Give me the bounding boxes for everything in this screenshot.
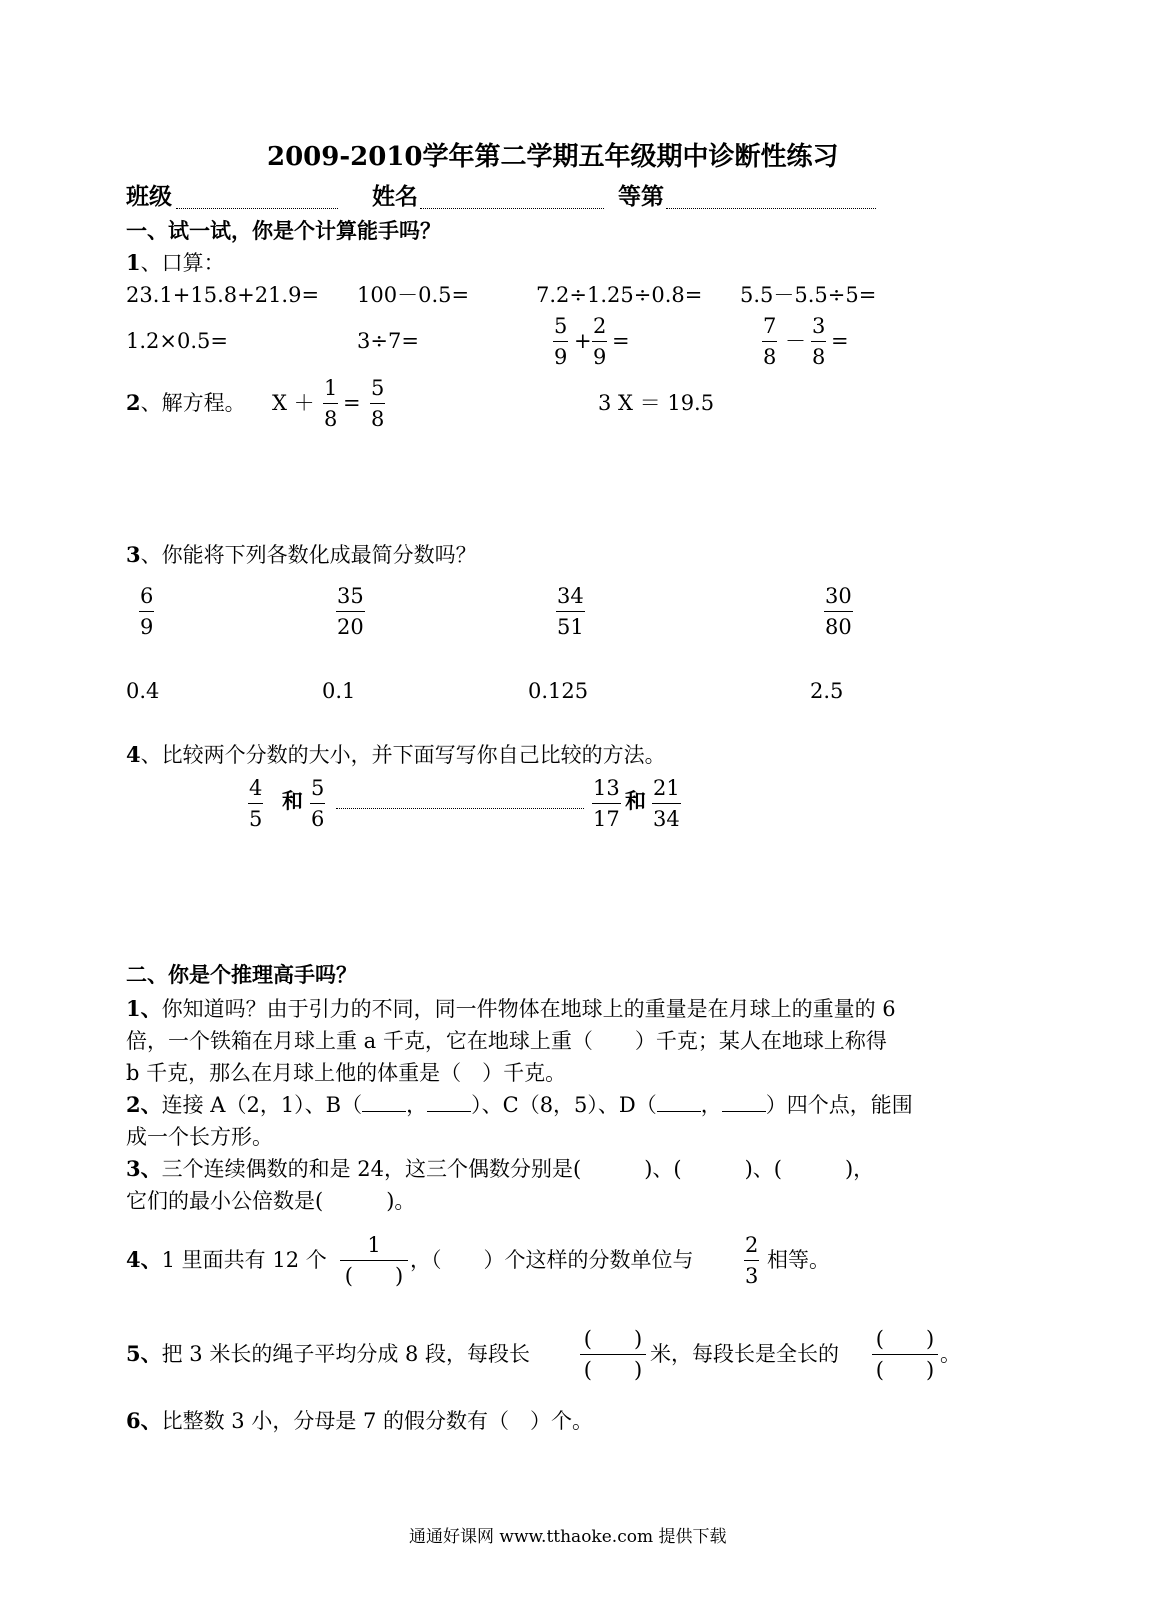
q3-label: 3、你能将下列各数化成最简分数吗？ xyxy=(126,542,477,567)
q1-item: 7.2÷1.25÷0.8= xyxy=(536,283,703,307)
p1-line3: b 千克，那么在月球上他的体重是（ ）千克。 xyxy=(126,1061,567,1085)
equals: = xyxy=(343,391,361,415)
equation-part: X ＋ xyxy=(272,391,315,415)
section2-heading: 二、你是个推理高手吗？ xyxy=(126,962,357,987)
fraction: $\frac{3}{8}$ xyxy=(812,314,826,369)
q1-item: 100－0.5= xyxy=(357,283,470,307)
operator: + xyxy=(574,329,592,353)
q1-item: 23.1+15.8+21.9= xyxy=(126,283,320,307)
and-text: 和 xyxy=(625,788,646,813)
p1-line1: 1、你知道吗？由于引力的不同，同一件物体在地球上的重量是在月球上的重量的 6 xyxy=(126,996,896,1021)
decimal: 2.5 xyxy=(810,679,844,703)
p5-text-a: 5、把 3 米长的绳子平均分成 8 段，每段长 xyxy=(126,1341,531,1366)
grade-label: 等第 xyxy=(618,183,664,210)
blank-underline[interactable] xyxy=(657,1111,701,1112)
blank-underline[interactable] xyxy=(362,1111,406,1112)
p6-text: 6、比整数 3 小，分母是 7 的假分数有（ ）个。 xyxy=(126,1408,594,1433)
fraction: $\frac{21}{34}$ xyxy=(653,776,680,831)
fraction: $\frac{2}{3}$ xyxy=(745,1233,759,1288)
fraction-blank[interactable]: ( ) ( ) xyxy=(580,1327,646,1382)
class-label: 班级 xyxy=(126,183,172,210)
fraction: $\frac{7}{8}$ xyxy=(763,314,777,369)
decimal: 0.1 xyxy=(322,679,356,703)
q1-item: 1.2×0.5= xyxy=(126,329,228,353)
blank-underline[interactable] xyxy=(722,1111,766,1112)
fraction: $\frac{30}{80}$ xyxy=(825,584,852,639)
q4-label: 4、比较两个分数的大小，并下面写写你自己比较的方法。 xyxy=(126,742,666,767)
answer-blank[interactable] xyxy=(336,808,584,809)
blank-underline[interactable] xyxy=(427,1111,471,1112)
fraction: $\frac{5}{6}$ xyxy=(311,776,325,831)
p1-line2: 倍，一个铁箱在月球上重 a 千克，它在地球上重（ ）千克；某人在地球上称得 xyxy=(126,1029,887,1053)
equals: = xyxy=(612,329,630,353)
name-label: 姓名 xyxy=(372,183,418,210)
q1-item: 5.5－5.5÷5= xyxy=(740,283,877,307)
page-title: 2009-2010学年第二学期五年级期中诊断性练习 xyxy=(267,142,839,172)
p2-line2: 成一个长方形。 xyxy=(126,1125,273,1149)
fraction-blank[interactable]: 1 ( ) xyxy=(340,1233,408,1288)
q1-label: 1、口算： xyxy=(126,250,225,275)
class-blank[interactable] xyxy=(176,208,338,209)
fraction: $\frac{6}{9}$ xyxy=(140,584,154,639)
p4-text-b: ，（ ）个这样的分数单位与 xyxy=(410,1248,694,1272)
fraction: $\frac{1}{8}$ xyxy=(324,376,338,431)
q2-label: 2、解方程。 xyxy=(126,390,246,415)
footer-text: 通通好课网 www.tthaoke.com 提供下载 xyxy=(409,1527,727,1547)
operator: － xyxy=(785,329,806,353)
decimal: 0.4 xyxy=(126,679,160,703)
p4-text-a: 4、1 里面共有 12 个 xyxy=(126,1247,327,1272)
fraction: $\frac{5}{8}$ xyxy=(371,376,385,431)
name-blank[interactable] xyxy=(420,208,604,209)
p2-line1: 2、连接 A（2，1）、B（ ， ）、C（8，5）、D（ ， ）四个点，能围 xyxy=(126,1092,913,1117)
fraction-blank[interactable]: ( ) ( ) xyxy=(872,1327,938,1382)
fraction: $\frac{13}{17}$ xyxy=(593,776,620,831)
fraction: $\frac{2}{9}$ xyxy=(593,314,607,369)
p5-text-b: 米，每段长是全长的 xyxy=(650,1342,839,1366)
p5-text-c: 。 xyxy=(940,1342,961,1366)
section1-heading: 一、试一试，你是个计算能手吗？ xyxy=(126,218,441,243)
p3-line1: 3、三个连续偶数的和是 24，这三个偶数分别是( )、( )、( )， xyxy=(126,1156,875,1181)
q1-item: 3÷7= xyxy=(357,329,419,353)
fraction: $\frac{35}{20}$ xyxy=(337,584,364,639)
grade-blank[interactable] xyxy=(666,208,876,209)
equals: = xyxy=(831,329,849,353)
p4-text-c: 相等。 xyxy=(767,1248,830,1272)
fraction: $\frac{4}{5}$ xyxy=(249,776,263,831)
and-text: 和 xyxy=(282,788,303,813)
fraction: $\frac{34}{51}$ xyxy=(557,584,584,639)
fraction: $\frac{5}{9}$ xyxy=(554,314,568,369)
p3-line2: 它们的最小公倍数是( )。 xyxy=(126,1189,416,1213)
equation: 3 X ＝ 19.5 xyxy=(598,391,715,415)
decimal: 0.125 xyxy=(528,679,589,703)
